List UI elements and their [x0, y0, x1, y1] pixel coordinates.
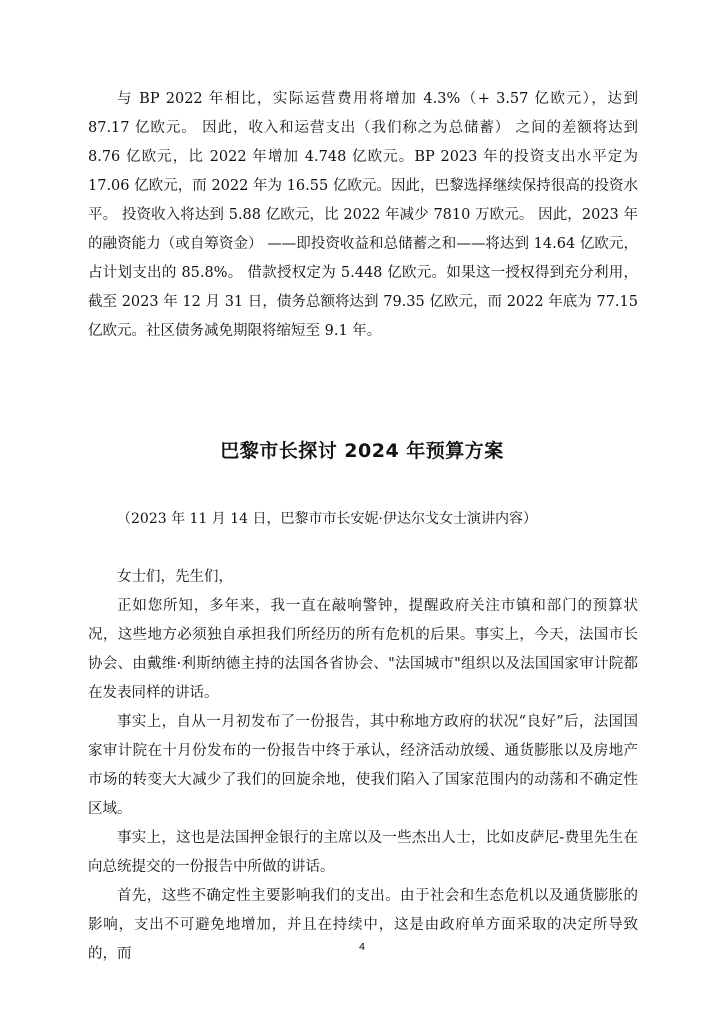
speech-date-subtitle: （2023 年 11 月 14 日，巴黎市市长安妮·伊达尔戈女士演讲内容）	[117, 511, 537, 527]
speech-paragraph: 正如您所知，多年来，我一直在敲响警钟，提醒政府关注市镇和部门的预算状况，这些地方必须独自承担我们所经历的所有危机的后果。事实上，今天，法国市长协会、由戴维·利斯纳德主持的法国各省协会、"法国城市"组织以及法国国家审计院都在发表同样的讲话。	[88, 598, 638, 701]
speech-greeting: 女士们，先生们，	[117, 569, 233, 585]
speech-paragraph: 事实上，这也是法国押金银行的主席以及一些杰出人士，比如皮萨尼-费里先生在向总统提交的一份报告中所做的讲话。	[88, 830, 638, 875]
budget-summary-paragraph: 与 BP 2022 年相比，实际运营费用将增加 4.3%（+ 3.57 亿欧元），达到 87.17 亿欧元。 因此，收入和运营支出（我们称之为总储蓄） 之间的差额将达到 8.76 亿欧元，比 2022 年增加 4.748 亿欧元。BP 2023 年的投资支出水平定为 17.06 亿欧元，而 2022 年为 16.55 亿欧元。因此，巴黎选择继续保持很高的投资水平。 投资收入将达到 5.88 亿欧元，比 2022 年减少 7810 万欧元。 因此，2023 年的融资能力（或自筹资金） ——即投资收益和总储蓄之和——将达到 14.64 亿欧元，占计划支出的 85.8%。 借款授权定为 5.448 亿欧元。如果这一授权得到充分利用，截至 2023 年 12 月 31 日，债务总额将达到 79.35 亿欧元，而 2022 年底为 77.15 亿欧元。社区债务减免期限将缩短至 9.1 年。	[88, 91, 638, 339]
speech-paragraph: 首先，这些不确定性主要影响我们的支出。由于社会和生态危机以及通货膨胀的影响，支出不可避免地增加，并且在持续中，这是由政府单方面采取的决定所导致的，而	[88, 888, 638, 962]
section-title: 巴黎市长探讨 2024 年预算方案	[220, 440, 504, 462]
speech-paragraph: 事实上，自从一月初发布了一份报告，其中称地方政府的状况“良好”后，法国国家审计院在十月份发布的一份报告中终于承认，经济活动放缓、通货膨胀以及房地产市场的转变大大减少了我们的回旋余地，使我们陷入了国家范围内的动荡和不确定性区域。	[88, 714, 638, 817]
speech-body	[88, 563, 638, 969]
page-number: 4	[358, 942, 366, 953]
